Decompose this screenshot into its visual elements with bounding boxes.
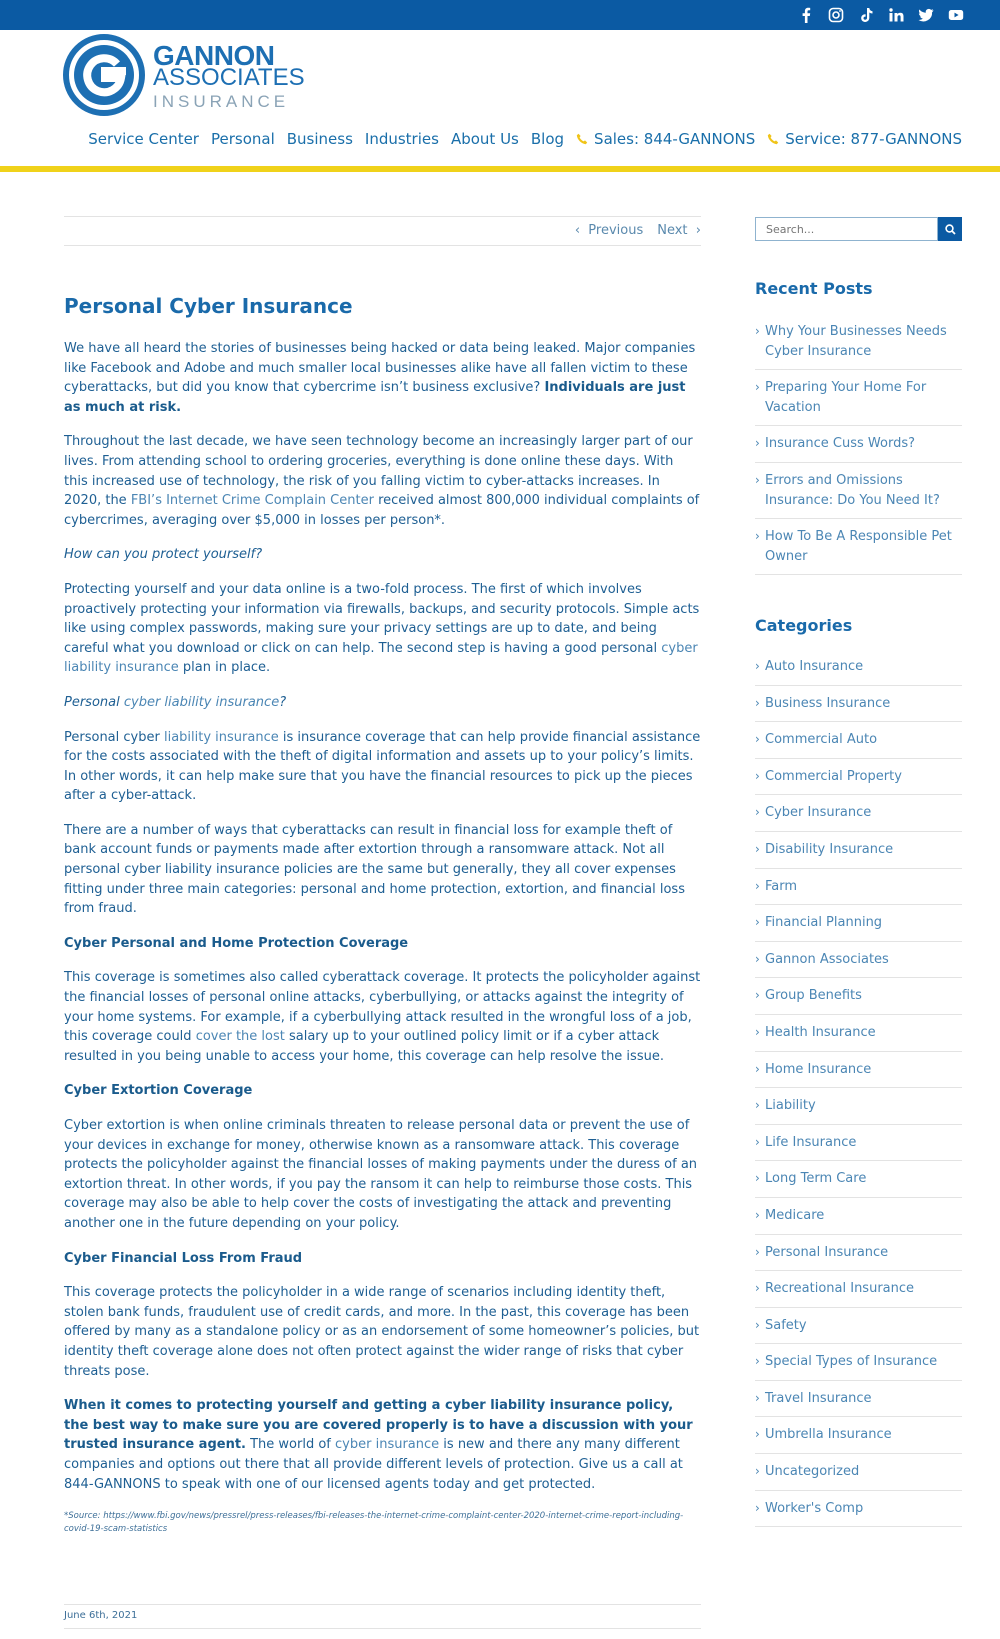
section-heading: Cyber Extortion Coverage (64, 1083, 253, 1099)
chevron-right-icon: › (755, 878, 760, 893)
paragraph: Protecting yourself and your data online is a two-fold process. The first of which involves proactively protecting your information via firewalls, backups, and security protocols. Simple acts like using complex passwords, making sure your privacy settings are up to date, and being careful what you download or click on can help. The second step is having a good personal cyber liability insurance plan in place. (64, 581, 700, 676)
twitter-icon[interactable] (918, 7, 934, 23)
chevron-right-icon: › (755, 1354, 760, 1369)
nav-service-phone[interactable] (767, 130, 962, 148)
paragraph: When it comes to protecting yourself and getting a cyber liability insurance policy, the best way to make sure you are covered properly is to have a discussion with your trusted insurance agent. The world of cyber insurance is new and there any many different companies and options out there that all provide different levels of protection. Give us a call at 844-GANNONS to speak with one of our licensed agents today and get protected. (64, 1398, 693, 1492)
chevron-right-icon: › (755, 472, 760, 487)
list-item-label: Farm (765, 878, 798, 894)
list-item-label: Personal Insurance (765, 1244, 889, 1260)
cyber-liability-link[interactable]: cyber liability insurance (123, 694, 280, 710)
chevron-right-icon: › (755, 1427, 760, 1442)
nav-about-us[interactable]: About Us (450, 130, 519, 148)
list-item-label: Life Insurance (765, 1134, 857, 1150)
page-title: Personal Cyber Insurance (64, 294, 353, 318)
post-meta (64, 1604, 701, 1629)
list-item-label: Business Insurance (765, 695, 891, 711)
main-nav (88, 130, 962, 148)
list-item[interactable] (755, 1125, 962, 1162)
chevron-right-icon: › (755, 1317, 760, 1332)
logo-line-3: INSURANCE (153, 92, 290, 111)
chevron-right-icon: › (755, 529, 760, 544)
list-item[interactable] (755, 1491, 962, 1528)
facebook-icon[interactable] (798, 7, 814, 23)
site-header (0, 30, 1000, 166)
list-item-label: Special Types of Insurance (765, 1354, 938, 1370)
list-item-label: How To Be A Responsible Pet Owner (765, 529, 952, 564)
linkedin-icon[interactable] (888, 7, 904, 23)
chevron-right-icon: › (755, 1281, 760, 1296)
chevron-right-icon: › (755, 695, 760, 710)
list-item[interactable] (755, 1235, 962, 1272)
list-item[interactable] (755, 795, 962, 832)
list-item[interactable] (755, 1344, 962, 1381)
tiktok-icon[interactable] (858, 7, 874, 23)
list-item[interactable] (755, 370, 962, 426)
chevron-right-icon: › (755, 324, 760, 338)
paragraph: Throughout the last decade, we have seen technology become an increasingly larger part of our lives. From attending school to ordering groceries, everything is done online these days. With this increased use of technology, the risk of you falling victim to cyber-attacks increases. In 2020, the FBI’s Internet Crime Complain Center received almost 800,000 individual complaints of cybercrimes, averaging over $5,000 in losses per person*. (64, 434, 700, 528)
list-item[interactable] (755, 759, 962, 796)
chevron-right-icon: › (755, 1464, 760, 1479)
cover-the-lost-link[interactable]: cover the lost (195, 1029, 285, 1045)
paragraph: Personal cyber liability insurance is insurance coverage that can help provide financial assistance for the costs associated with the theft of digital information and assets up to your policy’s limits. In other words, it can help make sure that you have the financial resources to pick up the pieces after a cyber-attack. (64, 729, 701, 804)
paragraph: Cyber extortion is when online criminals threaten to release personal data or prevent the use of your devices in exchange for money, otherwise known as a ransomware attack. This coverage protects the policyholder against the financial losses of making payments under the duress of an extortion threat. In other words, if you pay the ransom it can help to reimburse those costs. This coverage may also be able to help cover the costs of investigating the attack and preventing another one in the future depending on your policy. (64, 1118, 698, 1231)
list-item-label: Commercial Property (765, 768, 902, 784)
list-item[interactable] (755, 722, 962, 759)
paragraph: This coverage is sometimes also called cyberattack coverage. It protects the policyholder against the financial losses of personal online attacks, cyberbullying, or attacks against the integrity of your home systems. For example, if a cyberbullying attack resulted in the wrongful loss of a job, this coverage could cover the lost salary up to your outlined policy limit or if a cyber attack resulted in you being unable to access your home, this coverage can help resolve the issue. (64, 970, 701, 1064)
list-item[interactable] (755, 832, 962, 869)
paragraph: We have all heard the stories of businesses being hacked or data being leaked. Major companies like Facebook and Adobe and much smaller local businesses alike have all fallen victim to these cyberattacks, but did you know that cybercrime isn’t business exclusive? Individuals are just as much at risk. (64, 341, 696, 415)
list-item-label: Umbrella Insurance (765, 1427, 892, 1443)
search-form (755, 217, 962, 241)
list-item[interactable] (755, 1454, 962, 1491)
recent-posts-list (755, 314, 962, 575)
sales-phone-label: Sales: 844-GANNONS (594, 130, 756, 148)
next-post-link[interactable]: Next › (657, 223, 701, 238)
chevron-right-icon: › (755, 951, 760, 966)
chevron-right-icon: › (755, 988, 760, 1003)
nav-business[interactable]: Business (286, 130, 353, 148)
chevron-right-icon: › (755, 1244, 760, 1259)
logo-line-2: ASSOCIATES (153, 64, 305, 91)
list-item-label: Why Your Businesses Needs Cyber Insurance (765, 324, 947, 359)
list-item-label: Health Insurance (765, 1024, 876, 1040)
fbi-ic3-link[interactable]: FBI’s Internet Crime Complain Center (130, 493, 374, 509)
section-heading: Cyber Personal and Home Protection Coverage (64, 935, 409, 951)
social-links (798, 7, 964, 23)
logo-g-mark-icon (63, 34, 145, 116)
chevron-right-icon: › (755, 1207, 760, 1222)
youtube-icon[interactable] (948, 7, 964, 23)
list-item[interactable] (755, 1417, 962, 1454)
logo-line-1: GANNON (153, 40, 275, 71)
nav-industries[interactable]: Industries (364, 130, 439, 148)
chevron-right-icon: › (755, 1061, 760, 1076)
list-item[interactable] (755, 869, 962, 906)
service-phone-label: Service: 877-GANNONS (785, 130, 962, 148)
chevron-right-icon: › (755, 659, 760, 673)
chevron-right-icon: › (755, 1390, 760, 1405)
header-accent-bar (0, 166, 1000, 172)
cyber-insurance-link[interactable]: cyber insurance (335, 1437, 440, 1453)
list-item[interactable] (755, 1088, 962, 1125)
list-item[interactable] (755, 1308, 962, 1345)
post-body (64, 339, 701, 1536)
list-item[interactable] (755, 314, 962, 370)
list-item[interactable] (755, 463, 962, 519)
search-button[interactable] (938, 217, 962, 241)
list-item-label: Long Term Care (765, 1171, 867, 1187)
list-item-label: Cyber Insurance (765, 805, 872, 821)
chevron-right-icon: › (755, 1171, 760, 1186)
list-item-label: Group Benefits (765, 988, 862, 1004)
gannon-logo[interactable] (63, 34, 305, 118)
list-item[interactable] (755, 649, 962, 686)
list-item-label: Travel Insurance (765, 1390, 872, 1406)
source-note: *Source: https://www.fbi.gov/news/pressrel/press-releases/fbi-releases-the-internet-crime-complaint-center-2020-internet-crime-report-including-covid-19-scam-statistics (64, 1511, 684, 1535)
list-item[interactable] (755, 1271, 962, 1308)
phone-icon (767, 133, 779, 145)
section-heading: Cyber Financial Loss From Fraud (64, 1250, 303, 1266)
list-item[interactable] (755, 905, 962, 942)
list-item[interactable] (755, 1052, 962, 1089)
instagram-icon[interactable] (828, 7, 844, 23)
categories-title: Categories (755, 616, 853, 635)
list-item-label: Uncategorized (765, 1464, 860, 1480)
search-icon (945, 224, 956, 235)
liability-insurance-link[interactable]: liability insurance (163, 729, 279, 745)
list-item[interactable] (755, 1015, 962, 1052)
list-item-label: Preparing Your Home For Vacation (765, 380, 927, 415)
list-item[interactable] (755, 686, 962, 723)
nav-service-center[interactable]: Service Center (88, 130, 199, 148)
list-item-label: Errors and Omissions Insurance: Do You Need It? (765, 472, 940, 508)
list-item[interactable] (755, 1381, 962, 1418)
nav-blog[interactable]: Blog (530, 130, 565, 148)
chevron-right-icon: › (755, 841, 760, 856)
paragraph: There are a number of ways that cyberattacks can result in financial loss for example theft of bank account funds or payments made after extortion through a ransomware attack. Not all personal cyber liability insurance policies are the same but generally, they all cover expenses fitting under three main categories: personal and home protection, extortion, and financial loss from fraud. (64, 822, 685, 917)
cyber-liability-link[interactable]: cyber liability insurance (64, 640, 698, 676)
nav-sales-phone[interactable] (576, 130, 755, 148)
chevron-right-icon: › (755, 768, 760, 783)
chevron-right-icon: › (755, 915, 760, 930)
post-navigation (64, 216, 701, 246)
list-item[interactable] (755, 426, 962, 463)
chevron-right-icon: › (755, 1098, 760, 1113)
list-item-label: Auto Insurance (765, 659, 864, 674)
top-bar (0, 0, 1000, 30)
list-item-label: Worker's Comp (765, 1500, 864, 1516)
list-item[interactable] (755, 1198, 962, 1235)
list-item-label: Insurance Cuss Words? (765, 436, 915, 452)
list-item-label: Safety (765, 1317, 807, 1333)
chevron-right-icon: › (755, 1500, 760, 1515)
list-item[interactable] (755, 942, 962, 979)
list-item[interactable] (755, 978, 962, 1015)
categories-list (755, 649, 962, 1527)
list-item-label: Medicare (765, 1207, 825, 1223)
list-item-label: Disability Insurance (765, 841, 894, 857)
chevron-right-icon: › (755, 1134, 760, 1149)
list-item[interactable] (755, 519, 962, 575)
chevron-right-icon: › (755, 436, 760, 451)
phone-icon (576, 133, 588, 145)
list-item[interactable] (755, 1161, 962, 1198)
question: Personal cyber liability insurance? (64, 694, 287, 710)
list-item-label: Gannon Associates (765, 951, 889, 967)
chevron-right-icon: › (755, 805, 760, 820)
question: How can you protect yourself? (64, 547, 263, 563)
list-item-label: Home Insurance (765, 1061, 872, 1077)
nav-personal[interactable]: Personal (210, 130, 275, 148)
chevron-right-icon: › (755, 380, 760, 395)
list-item-label: Liability (765, 1098, 816, 1114)
post-date: June 6th, 2021 (64, 1610, 138, 1621)
list-item-label: Commercial Auto (765, 732, 878, 748)
list-item-label: Recreational Insurance (765, 1281, 915, 1297)
chevron-right-icon: › (755, 732, 760, 747)
chevron-right-icon: › (755, 1024, 760, 1039)
list-item-label: Financial Planning (765, 915, 883, 931)
paragraph: This coverage protects the policyholder in a wide range of scenarios including identity theft, stolen bank funds, fraudulent use of credit cards, and more. In the past, this coverage has been offered by many as a standalone policy or as an endorsement of some homeowner’s policies, but identity theft coverage alone does not often protect against the wider range of risks that cyber threats pose. (64, 1285, 700, 1379)
search-input[interactable] (755, 217, 938, 241)
recent-posts-title: Recent Posts (755, 279, 873, 298)
previous-post-link[interactable]: ‹ Previous (574, 223, 644, 238)
